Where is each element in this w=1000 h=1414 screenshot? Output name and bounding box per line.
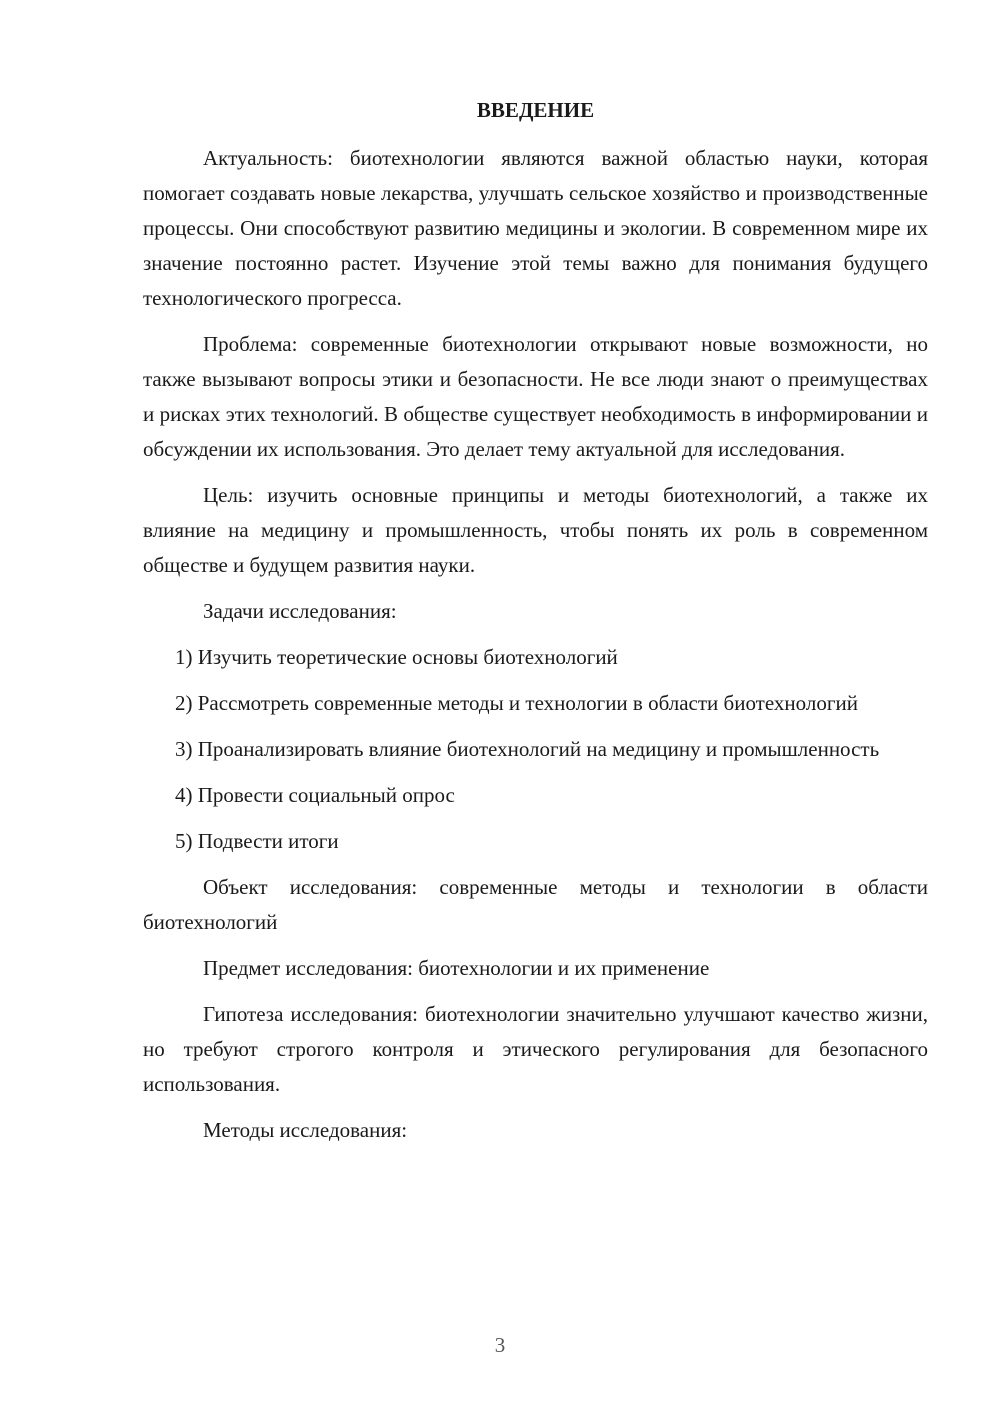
hypothesis-paragraph: Гипотеза исследования: биотехнологии значительно улучшают качество жизни, но требуют строгого контроля и этического регулирования для безопасного использования. xyxy=(143,1002,928,1096)
methods-paragraph: Методы исследования: xyxy=(203,1118,408,1142)
problem-paragraph: Проблема: современные биотехнологии открывают новые возможности, но также вызывают вопросы этики и безопасности. Не все люди знают о преимуществах и рисках этих технологий. В обществе существует необходимость в информировании и обсуждении их использования. Это делает тему актуальной для исследования. xyxy=(143,332,928,461)
relevance-paragraph: Актуальность: биотехнологии являются важной областью науки, которая помогает создавать новые лекарства, улучшать сельское хозяйство и производственные процессы. Они способствуют развитию медицины и экологии. В современном мире их значение постоянно растет. Изучение этой темы важно для понимания будущего технологического прогресса. xyxy=(143,146,928,310)
task-item-5: 5) Подвести итоги xyxy=(175,829,339,853)
task-item-1: 1) Изучить теоретические основы биотехнологий xyxy=(175,645,618,669)
goal-paragraph: Цель: изучить основные принципы и методы биотехнологий, а также их влияние на медицину и промышленность, чтобы понять их роль в современном обществе и будущем развития науки. xyxy=(143,483,928,577)
document-page xyxy=(143,92,928,1159)
subject-paragraph: Предмет исследования: биотехнологии и их применение xyxy=(203,956,710,980)
task-item-2: 2) Рассмотреть современные методы и технологии в области биотехнологий xyxy=(175,691,858,715)
task-item-4: 4) Провести социальный опрос xyxy=(175,783,455,807)
page-number: 3 xyxy=(494,1333,506,1357)
tasks-heading: Задачи исследования: xyxy=(203,599,397,623)
task-item-3: 3) Проанализировать влияние биотехнологий на медицину и промышленность xyxy=(175,737,880,761)
section-title: ВВЕДЕНИЕ xyxy=(476,98,595,122)
object-paragraph: Объект исследования: современные методы и технологии в области биотехнологий xyxy=(143,875,928,934)
